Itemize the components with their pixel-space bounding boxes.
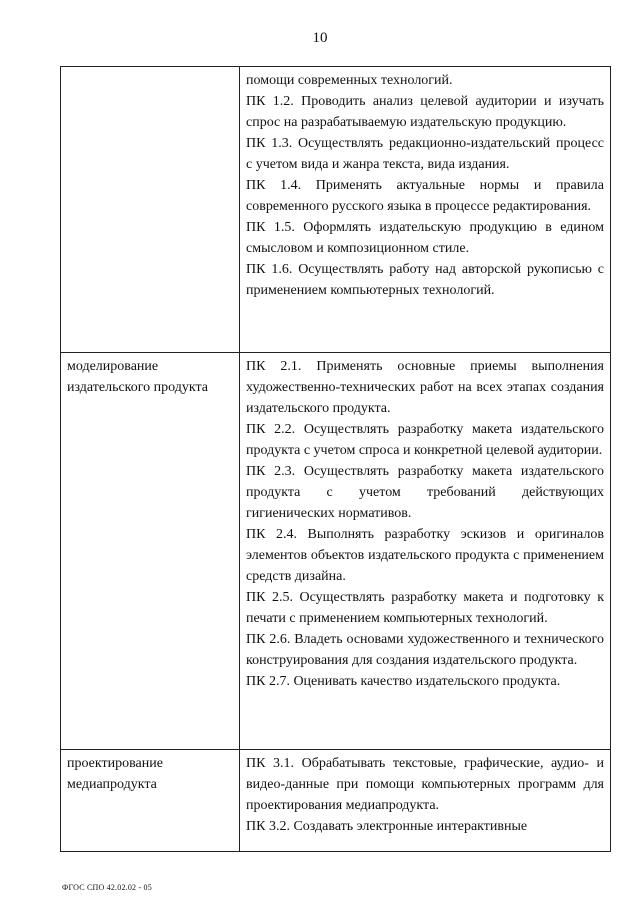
competency-item: ПК 2.6. Владеть основами художественного и технического конструирования для создания издательского продукта. — [246, 632, 604, 668]
activity-name: моделирование — [67, 359, 159, 374]
competency-item: ПК 1.5. Оформлять издательскую продукцию в едином смысловом и композиционном стиле. — [246, 220, 604, 256]
competency-item: ПК 1.6. Осуществлять работу над авторской рукописью с применением компьютерных технологий. — [246, 262, 604, 298]
competency-item: ПК 3.2. Создавать электронные интерактивные — [246, 819, 528, 834]
competencies-cell — [240, 67, 611, 353]
table-row — [61, 67, 611, 353]
competencies-cell — [240, 750, 611, 852]
activity-cell — [61, 67, 240, 353]
activity-name: издательского продукта — [67, 380, 208, 395]
competency-item: ПК 2.1. Применять основные приемы выполнения художественно-технических работ на всех этапах создания издательского продукта. — [246, 359, 604, 416]
competency-item: ПК 2.7. Оценивать качество издательского продукта. — [246, 674, 561, 689]
competency-item: ПК 1.3. Осуществлять редакционно-издательский процесс с учетом вида и жанра текста, вида издания. — [246, 136, 604, 172]
table-row — [61, 353, 611, 750]
activity-name: проектирование — [67, 756, 163, 771]
competency-item: ПК 2.4. Выполнять разработку эскизов и оригиналов элементов объектов издательского продукта с применением средств дизайна. — [246, 527, 604, 584]
activity-cell — [61, 353, 240, 750]
competency-item: помощи современных технологий. — [246, 73, 453, 88]
competency-item: ПК 1.4. Применять актуальные нормы и правила современного русского языка в процессе редактирования. — [246, 178, 604, 214]
page-number: 10 — [312, 30, 328, 46]
competency-item: ПК 2.5. Осуществлять разработку макета и подготовку к печати с применением компьютерных технологий. — [246, 590, 604, 626]
competency-item: ПК 2.3. Осуществлять разработку макета издательского продукта с учетом требований действующих гигиенических нормативов. — [246, 464, 604, 521]
competency-table — [60, 66, 611, 852]
activity-cell — [61, 750, 240, 852]
table-row — [61, 750, 611, 852]
competency-item: ПК 1.2. Проводить анализ целевой аудитории и изучать спрос на разрабатываемую издательскую продукцию. — [246, 94, 604, 130]
activity-name: медиапродукта — [67, 777, 157, 792]
competency-item: ПК 2.2. Осуществлять разработку макета издательского продукта с учетом спроса и конкретной целевой аудитории. — [246, 422, 604, 458]
footer-document-code: ФГОС СПО 42.02.02 - 05 — [62, 883, 152, 892]
competencies-cell — [240, 353, 611, 750]
competency-item: ПК 3.1. Обрабатывать текстовые, графические, аудио- и видео-данные при помощи компьютерных программ для проектирования медиапродукта. — [246, 756, 604, 813]
